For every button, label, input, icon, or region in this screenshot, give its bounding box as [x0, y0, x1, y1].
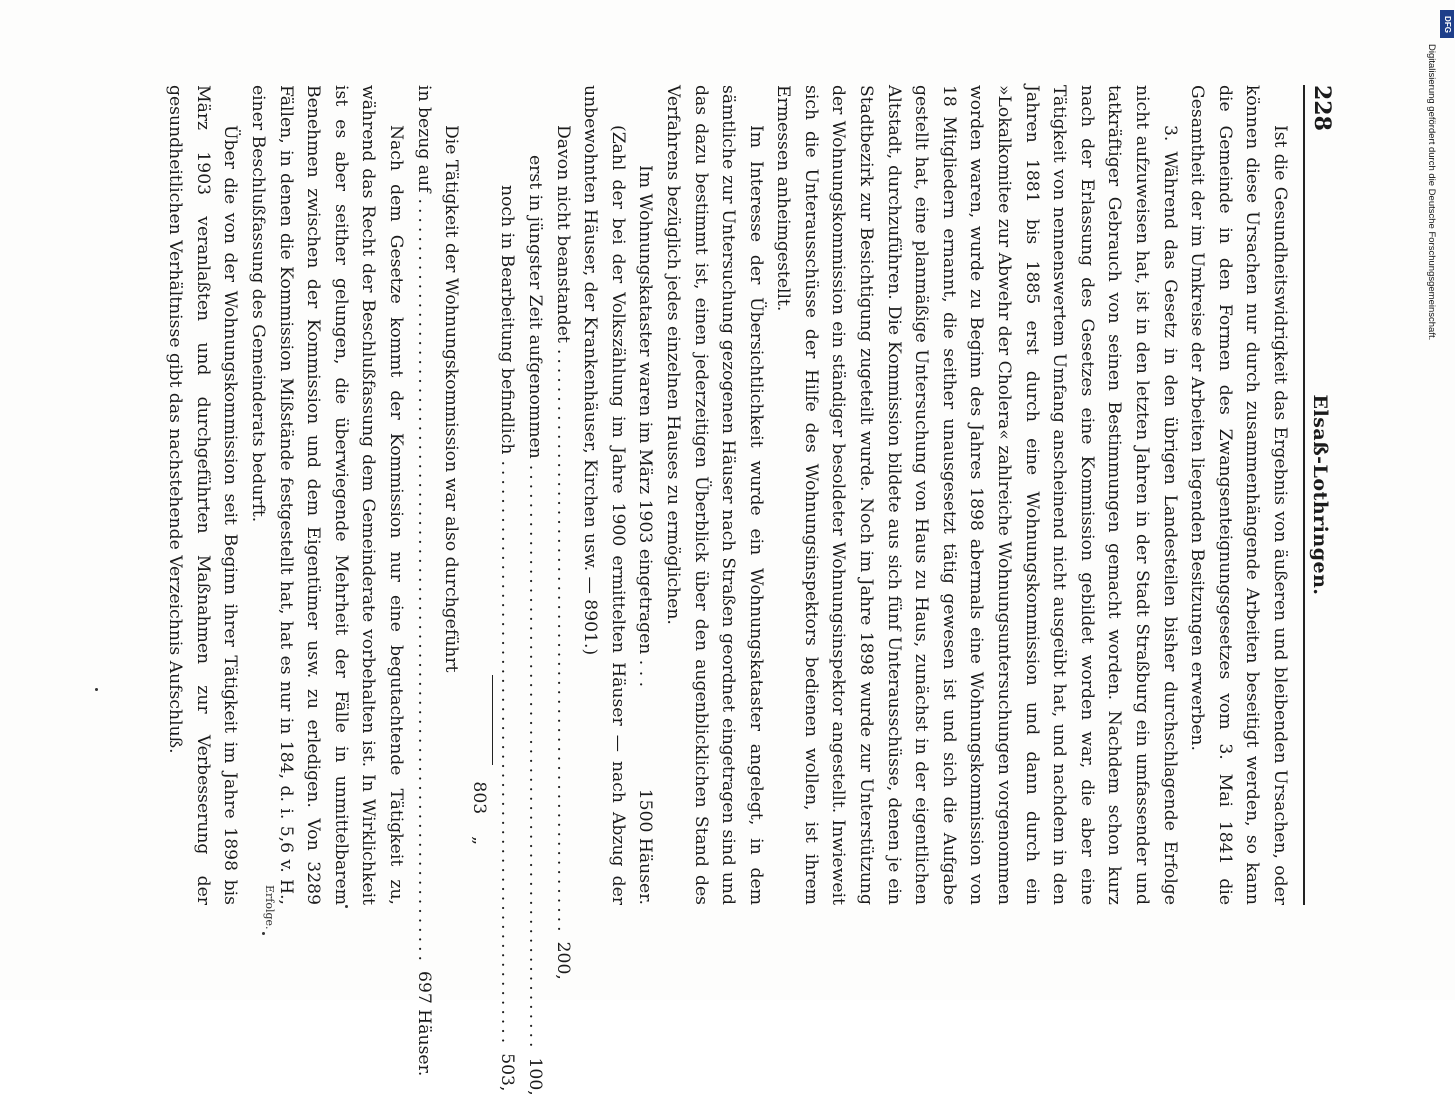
running-head: Elsaß-Lothringen. [1309, 394, 1331, 596]
paragraph-4: (Zahl der bei der Volkszählung im Jahre 1900 ermittelten Häuser — nach Abzug der unbewohnten Häuser, der Krankenhäuser, Kirchen usw. — 8901.) [580, 85, 628, 905]
scan-speck [262, 932, 265, 935]
breakdown-value: 200, [552, 941, 573, 980]
margin-note: Erfolge. [263, 885, 276, 930]
breakdown-value: 100, [524, 1057, 545, 1096]
bezug-line: in bezug auf ................................................................................. 697 Häuser. [409, 85, 437, 895]
breakdown-total-row [464, 85, 492, 845]
scan-speck [345, 905, 348, 908]
breakdown-label: noch in Bearbeitung befindlich [497, 185, 518, 455]
paragraph-5: Nach dem Gesetze kommt der Kommission nur eine begutachtende Tätigkeit zu, während das Recht der Beschlußfassung dem Gemeinderate vorbehalten ist. In Wirklichkeit ist es aber seither gelungen, die überwiegende Mehrheit der Fälle in unmittelbarem Benehmen zwischen der Kommission und dem Eigentümer usw. zu erledigen. Von 3289 Fällen, in denen die Kommission Mißstände festgestellt hat, hat es nur in 184, d. i. 5,6 v. H., einer Beschlußfassung des Gemeinderats bedurft. [248, 85, 406, 905]
page-number: 228 [1309, 85, 1335, 131]
breakdown-list [464, 85, 575, 1096]
breakdown-value: 503, [497, 1053, 518, 1092]
paragraph-3: Im Interesse der Übersichtlichkeit wurde ein Wohnungskataster angelegt, in dem sämtliche zur Untersuchung gezogenen Häuser nach Straßen geordnet eingetragen sind und das dazu bestimmt ist, einen jederzeitigen Überblick über den augenblicklichen Stand des Verfahrens bezüglich jedes einzelnen Hauses zu ermöglichen. [662, 85, 766, 905]
paragraph-6: Über die von der Wohnungskommission seit Beginn ihrer Tätigkeit im Jahre 1898 bis März 1903 veranlaßten und durchgeführten Maßnahmen zur Verbesserung der gesundheitlichen Verhältnisse gibt das nachstehende Verzeichnis Aufschluß. [165, 85, 241, 905]
bezug-label: in bezug auf [413, 85, 434, 193]
digitization-note: Digitalisierung gefördert durch die Deutsche Forschungsgemeinschaft. [1426, 44, 1437, 341]
bezug-value: 697 Häuser. [413, 971, 434, 1077]
kataster-line [631, 85, 659, 905]
page-header [1303, 85, 1335, 905]
breakdown-row: noch in Bearbeitung befindlich .............................................................. 503, [493, 85, 521, 765]
scan-speck [95, 688, 98, 691]
paragraph-1: Ist die Gesundheitswidrigkeit das Ergebnis von äußeren und bleibenden Ursachen, oder können diese Ursachen nur durch zusammenhängende Arbeiten beseitigt werden, so kann die Gemeinde in den Formen des Zwangsenteignungsgesetzes vom 3. Mai 1841 die Gesamtheit der im Umkreise der Arbeiten liegenden Besitzungen erwerben. [1187, 85, 1290, 905]
rotated-text-column [161, 85, 1335, 1096]
breakdown-label: erst in jüngster Zeit aufgenommen [524, 155, 545, 459]
taetigkeit-line: Die Tätigkeit der Wohnungskommission war also durchgeführt [441, 125, 462, 673]
paragraph-2: 3. Während das Gesetz in den übrigen Landesteilen bisher durchschlagende Erfolge nicht aufzuweisen hat, ist in den letzten Jahren in der Stadt Straßburg ein umfassender und tatkräftiger Gebrauch von seinen Bestimmungen gemacht worden. Nachdem schon kurz nach der Erlassung des Gesetzes eine Kommission gebildet worden war, die aber eine Tätigkeit von nennenswertem Umfang anscheinend nicht ausgeübt hat, und nachdem in den Jahren 1881 bis 1885 erst durch eine Wohnungskommission und dann durch ein »Lokalkomitee zur Abwehr der Cholera« zahlreiche Wohnungsuntersuchungen vorgenommen worden waren, wurde zu Beginn des Jahres 1898 abermals eine Wohnungskommission von 18 Mitgliedern ernannt, die seither unausgesetzt tätig gewesen ist und sich die Aufgabe gestellt hat, eine planmäßige Untersuchung von Haus zu Haus, zunächst in der eigentlichen Altstadt, durchzuführen. Die Kommission bildete aus sich fünf Unterausschüsse, denen je ein Stadtbezirk zur Besichtigung zugeteilt wurde. Noch im Jahre 1898 wurde zur Unterstützung der Wohnungskommission ein ständiger besoldeter Wohnungsinspektor angestellt. Inwieweit sich die Unterausschüsse der Hilfe des Wohnungsinspektors bedienen wollen, ist ihrem Ermessen anheimgestellt. [773, 85, 1180, 905]
kataster-value: 1500 Häuser. [635, 788, 656, 905]
dfg-logo: DFG [1440, 10, 1454, 38]
breakdown-total-unit: „ [468, 836, 489, 845]
breakdown-total: 803 [468, 781, 489, 815]
breakdown-label: Davon nicht beanstandet [552, 125, 573, 343]
breakdown-row: Davon nicht beanstandet .............................................................. 200, [548, 85, 576, 765]
breakdown-row: erst in jüngster Zeit aufgenommen .............................................................. 100, [520, 85, 548, 765]
kataster-label: Im Wohnungskataster waren im März 1903 eingetragen . . . [635, 165, 656, 688]
